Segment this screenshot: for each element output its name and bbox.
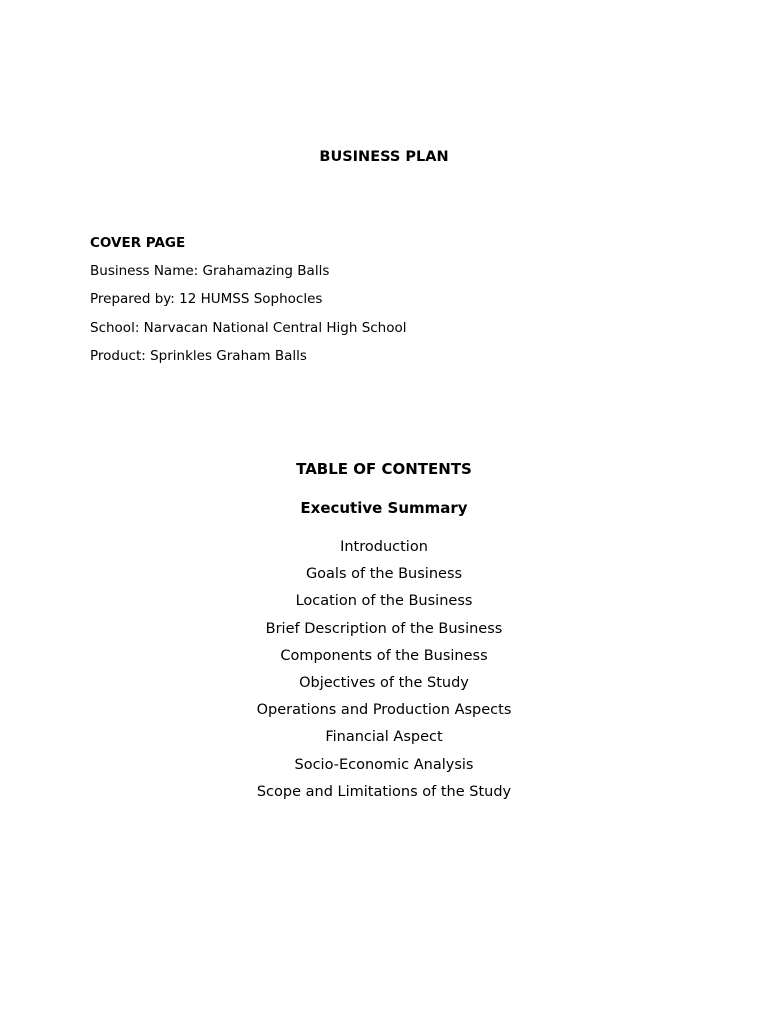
- cover-product: Product: Sprinkles Graham Balls: [90, 347, 307, 364]
- toc-item: Scope and Limitations of the Study: [256, 783, 512, 800]
- cover-prepared-by: Prepared by: 12 HUMSS Sophocles: [90, 291, 323, 308]
- table-of-contents: [0, 459, 768, 809]
- cover-section: [90, 234, 690, 375]
- document-title: BUSINESS PLAN: [319, 149, 449, 165]
- toc-item: Operations and Production Aspects: [256, 702, 512, 719]
- toc-item: Financial Aspect: [325, 729, 443, 746]
- toc-item: Introduction: [340, 539, 428, 555]
- toc-item: Location of the Business: [295, 593, 473, 610]
- toc-item: Goals of the Business: [305, 566, 463, 583]
- toc-item: Socio-Economic Analysis: [294, 756, 474, 773]
- cover-heading: COVER PAGE: [90, 235, 186, 251]
- cover-business-name: Business Name: Grahamazing Balls: [90, 263, 330, 279]
- toc-heading: TABLE OF CONTENTS: [296, 460, 472, 478]
- toc-list: [0, 537, 768, 802]
- toc-subheading: Executive Summary: [300, 499, 468, 517]
- toc-item: Brief Description of the Business: [265, 620, 503, 637]
- toc-item: Components of the Business: [280, 647, 488, 664]
- cover-school: School: Narvacan National Central High School: [90, 319, 407, 336]
- toc-item: Objectives of the Study: [299, 674, 469, 691]
